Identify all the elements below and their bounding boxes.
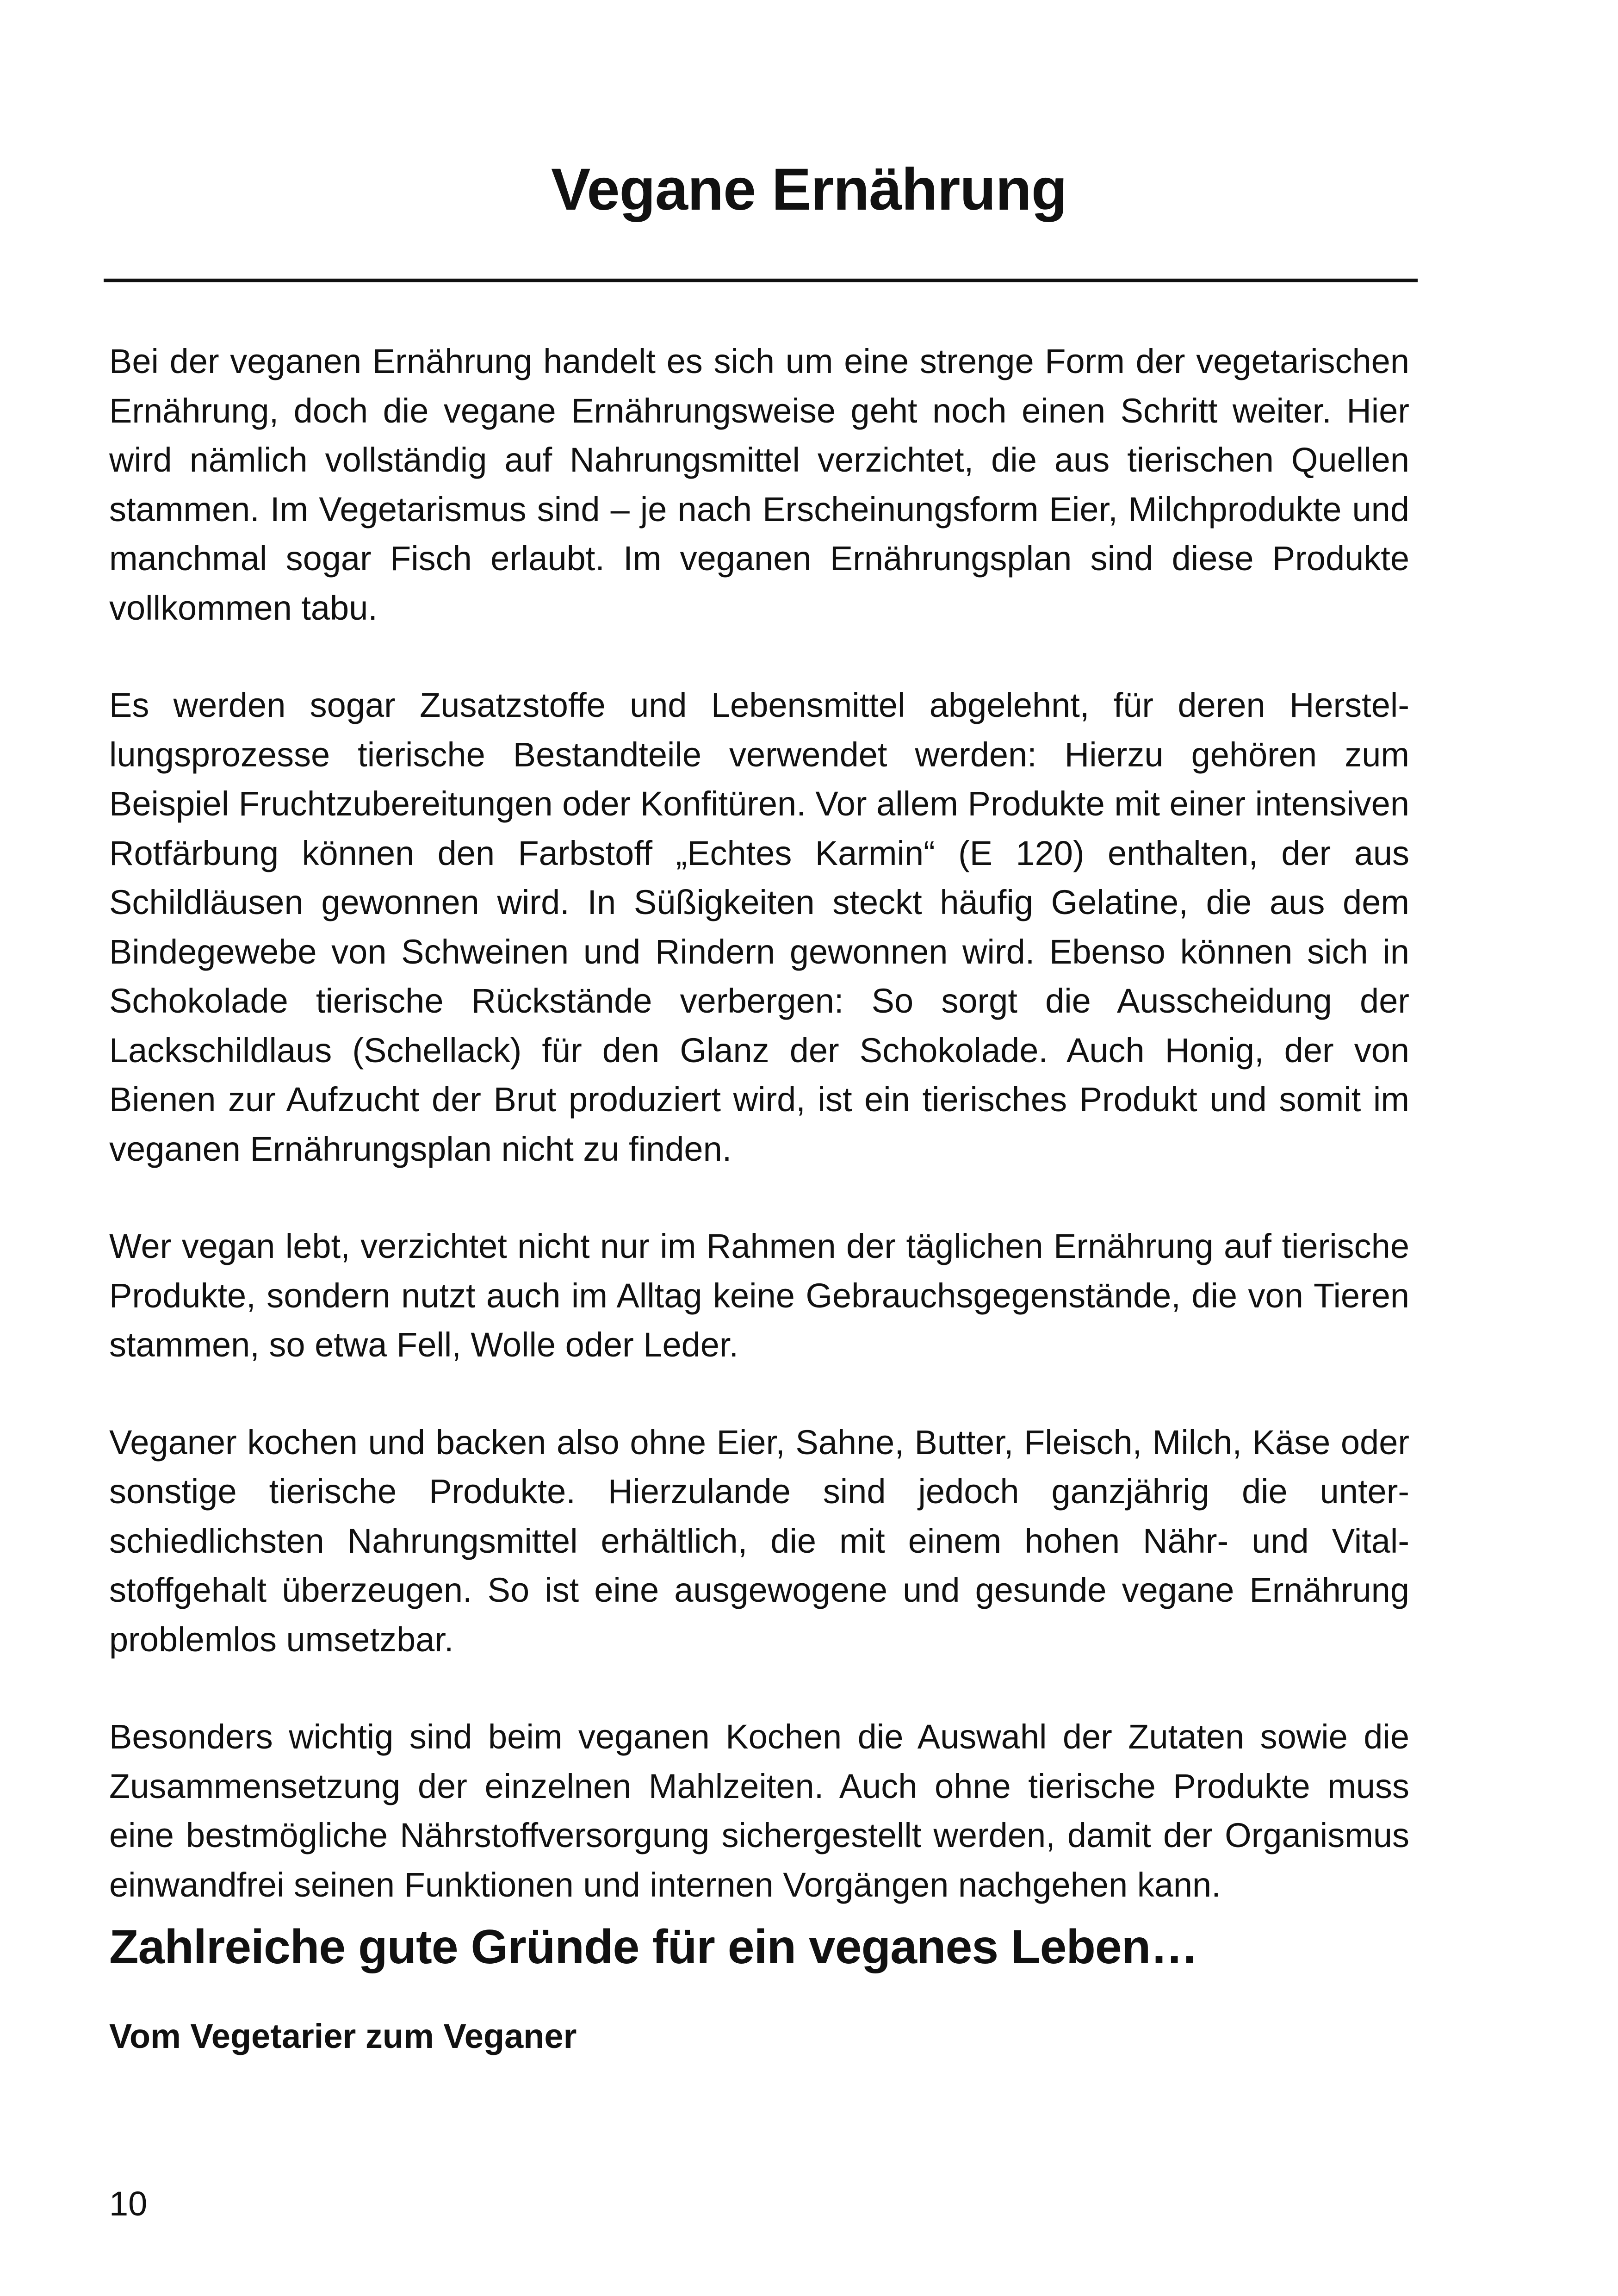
- subsection-heading: Vom Vegetarier zum Veganer: [109, 2017, 577, 2055]
- paragraph-4: Veganer kochen und backen also ohne Eier, Sahne, Butter, Fleisch, Milch, Käse oder sonstige tierische Produkte. Hierzulande sind jedoch ganzjährig die unterschiedlichsten Nahrungsmittel erhältlich, die mit einem hohen Nähr- und Vitalstoffgehalt überzeugen. So ist eine ausgewogene und gesunde vegane Ernährung problemlos umsetzbar.: [109, 1423, 1409, 1659]
- body-text: [109, 337, 1409, 1958]
- page-number: 10: [109, 2184, 148, 2223]
- paragraph-2: Es werden sogar Zusatzstoffe und Lebensmittel abgelehnt, für deren Herstellungsprozesse tierische Bestandteile verwendet werden: Hierzu gehören zum Beispiel Fruchtzubereitungen oder Konfitüren. Vor allem Produkte mit einer intensiven Rotfärbung können den Farbstoff „Echtes Karmin“ (E 120) enthalten, der aus Schildläusen gewonnen wird. In Süßigkeiten steckt häufig Gelatine, die aus dem Bindegewebe von Schweinen und Rindern gewonnen wird. Ebenso können sich in Schokolade tierische Rückstände verbergen: So sorgt die Ausscheidung der Lackschildlaus (Schellack) für den Glanz der Schokolade. Auch Honig, der von Bienen zur Aufzucht der Brut produziert wird, ist ein tierisches Produkt und somit im veganen Ernährungsplan nicht zu finden.: [109, 686, 1409, 1168]
- paragraph-1: Bei der veganen Ernährung handelt es sich um eine strenge Form der vegetarischen Ernährung, doch die vegane Ernährungsweise geht noch einen Schritt weiter. Hier wird nämlich vollständig auf Nahrungsmittel verzichtet, die aus tierischen Quellen stammen. Im Vegetarismus sind – je nach Erscheinungsform Eier, Milchprodukte und manchmal sogar Fisch erlaubt. Im veganen Ernährungsplan sind diese Produkte vollkommen tabu.: [109, 342, 1409, 627]
- paragraph-5: Besonders wichtig sind beim veganen Kochen die Auswahl der Zutaten sowie die Zusammensetzung der einzelnen Mahlzeiten. Auch ohne tierische Produkte muss eine bestmögliche Nährstoffversorgung sichergestellt werden, damit der Organismus einwandfrei seinen Funktionen und internen Vorgängen nachgehen kann.: [109, 1717, 1409, 1904]
- title-divider: [104, 279, 1418, 282]
- page-title: Vegane Ernährung: [551, 156, 1067, 223]
- section-heading: Zahlreiche gute Gründe für ein veganes Leben…: [109, 1920, 1198, 1974]
- paragraph-3: Wer vegan lebt, verzichtet nicht nur im Rahmen der täglichen Ernährung auf tierische Produkte, sondern nutzt auch im Alltag keine Gebrauchsgegenstände, die von Tieren stammen, so etwa Fell, Wolle oder Leder.: [109, 1227, 1409, 1364]
